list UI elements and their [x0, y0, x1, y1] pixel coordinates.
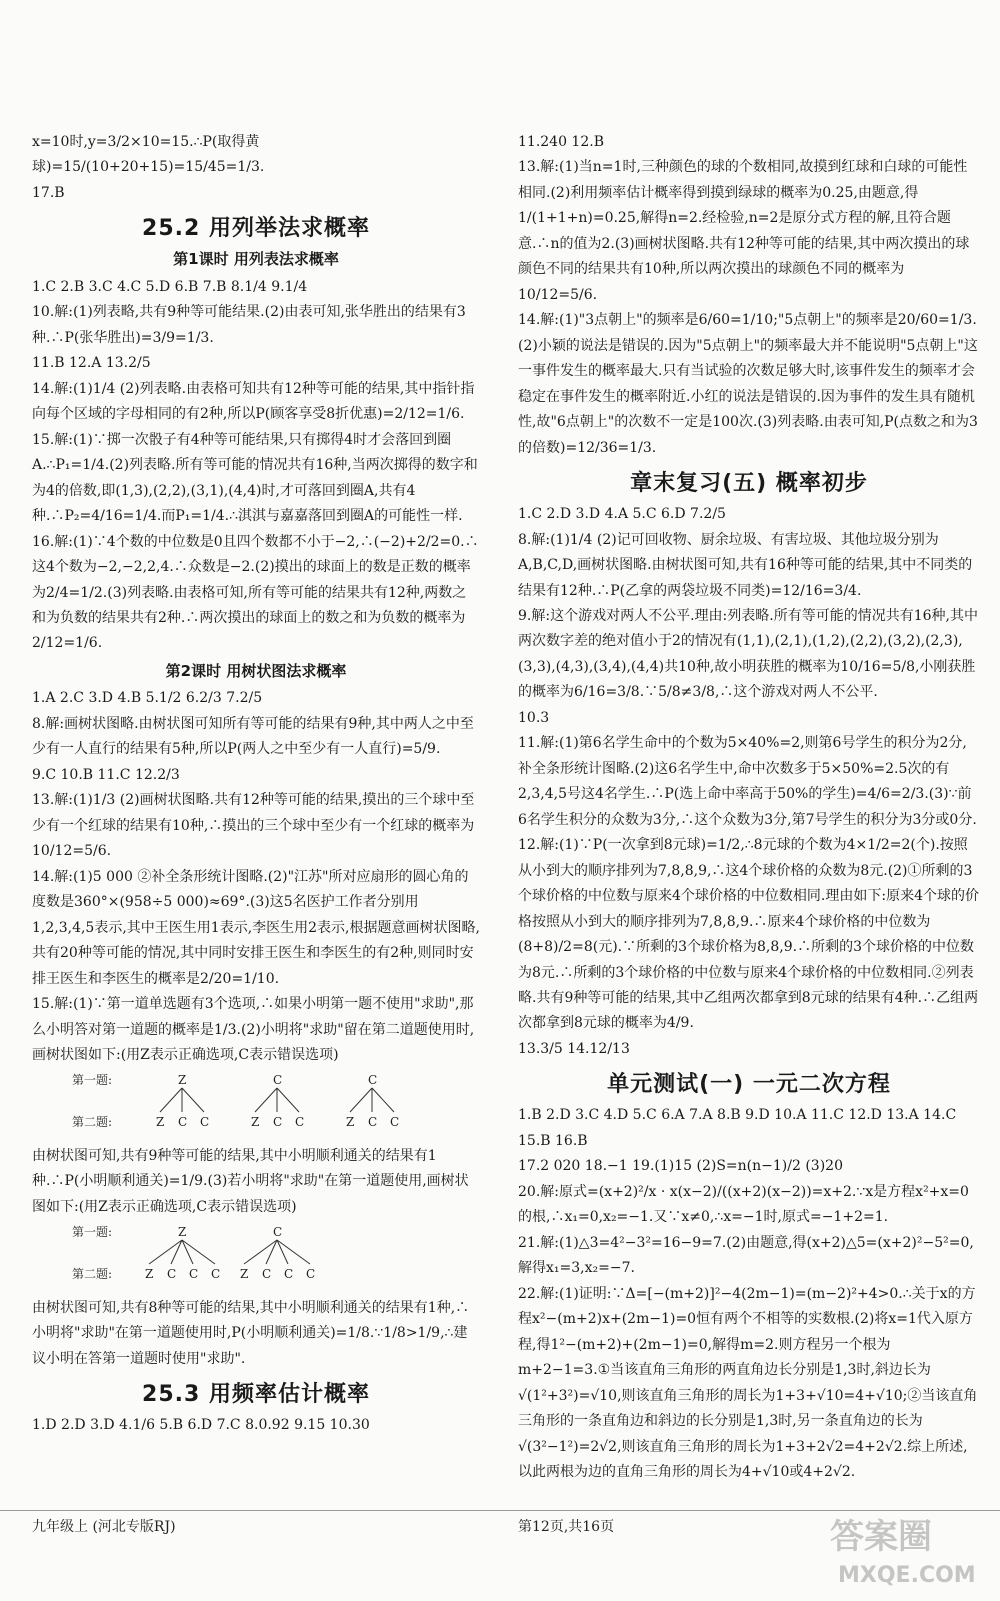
watermark-domain: MXQE.COM	[838, 1563, 976, 1588]
answer-line: 16.解:(1)∵4个数的中位数是0且四个数都不小于−2,∴(−2)+2/2=0.∴这4个数为−2,−2,2,4.∴众数是−2.(2)摸出的球面上的数是正数的概率为2/4=1/2.(3)列表略.由表格可知,所有等可能的结果共有12种,两数之和为负数的结果共有2种.∴两次摸出的球面上的数之和为负数的概率为2/12=1/6.	[32, 533, 479, 652]
left-lines-d	[32, 1144, 480, 1220]
answer-line: 13.3/5 14.12/13	[518, 1040, 630, 1057]
answer-line: 1.B 2.D 3.C 4.D 5.C 6.A 7.A 8.B 9.D 10.A 11.C 12.D 13.A 14.C 15.B 16.B	[518, 1107, 957, 1149]
tree-node-bottom: C	[262, 1267, 272, 1282]
tree-node-bottom: C	[284, 1267, 294, 1282]
tree-node-bottom: C	[167, 1267, 177, 1282]
tree-diagram-1	[72, 1070, 480, 1141]
answer-line: 1.C 2.B 3.C 4.C 5.D 6.B 7.B 8.1/4 9.1/4	[32, 278, 308, 295]
tree-branch	[350, 1088, 372, 1112]
answer-line: 由树状图可知,共有9种等可能的结果,其中小明顺利通关的结果有1种.∴P(小明顺利通关)=1/9.(3)若小明将"求助"在第一道题使用,画树状图如下:(用Z表示正确选项,C表示错误选项)	[32, 1147, 469, 1215]
answer-line: x=10时,y=3/2×10=15.∴P(取得黄球)=15/(10+20+15)=15/45=1/3.	[32, 134, 265, 176]
tree-node-bottom: Z	[346, 1115, 355, 1130]
answer-line: 由树状图可知,共有8种等可能的结果,其中小明顺利通关的结果有1种,∴小明将"求助"在第一道题使用时,P(小明顺利通关)=1/8.∵1/8>1/9,∴建议小明在答第一道题时使用"求助".	[32, 1299, 470, 1367]
answer-line: 14.解:(1)5 000 ②补全条形统计图略.(2)"江苏"所对应扇形的圆心角的度数是360°×(958÷5 000)≈69°.(3)这5名医护工作者分别用1,2,3,4,5表示,其中王医生用1表示,李医生用2表示,根据题意画树状图略,共有20种等可能的情况,其中同时安排王医生和李医生的有2种,则同时安排王医生和李医生的概率是2/20=1/10.	[32, 868, 480, 987]
tree-node-top: C	[368, 1073, 378, 1088]
right-lines-a	[518, 130, 980, 461]
answer-line: 13.解:(1)当n=1时,三种颜色的球的个数相同,故摸到红球和白球的可能性相同.(2)利用频率估计概率得到摸到绿球的概率为0.25,由题意,得1/(1+1+n)=0.25,解得n=2.经检验,n=2是原分式方程的解,且符合题意.∴n的值为2.(3)画树状图略.共有12种等可能的结果,其中两次摸出的球颜色不同的结果共有10种,所以两次摸出的球颜色不同的概率为10/12=5/6.	[518, 159, 970, 303]
tree-branch	[160, 1088, 182, 1112]
answer-line: 22.解:(1)证明:∵Δ=[−(m+2)]²−4(2m−1)=(m−2)²+4>0.∴关于x的方程x²−(m+2)x+(2m−1)=0恒有两个不相等的实数根.(2)将x=1代入原方程,得1²−(m+2)+(2m−1)=0,解得m=2.则方程另一个根为m+2−1=3.①当该直角三角形的两直角边长分别是1,3时,斜边长为√(1²+3²)=√10,则该直角三角形的周长为1+3+√10=4+√10;②当该直角三角形的一条直角边和斜边的长分别是1,3时,另一条直角边的长为√(3²−1²)=2√2,则该直角三角形的周长为1+3+2√2=4+2√2.综上所述,以此两根为边的直角三角形的周长为4+√10或4+2√2.	[518, 1285, 978, 1480]
answer-line: 12.解:(1)∵P(一次拿到8元球)=1/2,∴8元球的个数为4×1/2=2(个).按照从小到大的顺序排列为7,8,8,9,∴这4个球价格的众数为8元.(2)①所剩的3个球价格的中位数与原来4个球价格的中位数相同.理由如下:原来4个球的价格按照从小到大的顺序排列为7,8,8,9.∴原来4个球价格的中位数为(8+8)/2=8(元).∵所剩的3个球价格为8,8,9.∴所剩的3个球价格的中位数为8元.∴所剩的3个球价格的中位数与原来4个球价格的中位数相同.②列表略.共有9种等可能的结果,其中乙组两次都拿到8元球的结果有4种.∴乙组两次都拿到8元球的概率为4/9.	[518, 837, 979, 1032]
answer-line: 1.D 2.D 3.D 4.1/6 5.B 6.D 7.C 8.0.92 9.15 10.30	[32, 1417, 370, 1434]
left-lines-c	[32, 686, 480, 1068]
subsection-title-lesson-2: 第2课时 用树状图法求概率	[165, 661, 347, 680]
section-title-25-3: 25.3 用频率估计概率	[142, 1382, 370, 1408]
left-column	[32, 130, 480, 1439]
answer-line: 11.解:(1)第6名学生命中的个数为5×40%=2,则第6号学生的积分为2分,补全条形统计图略.(2)这6名学生中,命中次数多于5×50%=2.5次的有2,3,4,5号这4名学生.∴P(选上命中率高于50%的学生)=4/6=2/3.(3)∵前6名学生积分的众数为3分,∴这个众数为3分,第7号学生的积分为3分或0分.	[518, 735, 977, 828]
answer-line: 9.C 10.B 11.C 12.2/3	[32, 766, 180, 783]
answer-line: 8.解:画树状图略.由树状图可知所有等可能的结果有9种,其中两人之中至少有一人直行的结果有5种,所以P(两人之中至少有一人直行)=5/9.	[32, 715, 474, 758]
answer-line: 15.解:(1)∵第一道单选题有3个选项,∴如果小明第一题不使用"求助",那么小明答对第一道题的概率是1/3.(2)小明将"求助"留在第二道题使用时,画树状图如下:(用Z表示正确选项,C表示错误选项)	[32, 996, 475, 1063]
tree-node-bottom: C	[306, 1267, 316, 1282]
tree2-label-second: 第二题:	[72, 1267, 113, 1282]
tree-branch	[277, 1088, 299, 1112]
tree-node-bottom: Z	[251, 1115, 260, 1130]
answer-line: 9.解:这个游戏对两人不公平.理由:列表略.所有等可能的情况共有16种,其中两次数字差的绝对值小于2的情况有(1,1),(2,1),(1,2),(2,2),(3,2),(2,3),(3,3),(4,3),(3,4),(4,4)共10种,故小明获胜的概率为10/16=5/8,小刚获胜的概率为6/16=3/8.∵5/8≠3/8,∴这个游戏对两人不公平.	[518, 607, 978, 701]
answer-line: 11.240 12.B	[518, 134, 604, 150]
tree-node-bottom: C	[189, 1267, 199, 1282]
tree2-label-first: 第一题:	[72, 1225, 113, 1240]
subsection-title-lesson-1: 第1课时 用列表法求概率	[173, 250, 339, 269]
answer-line: 15.解:(1)∵掷一次骰子有4种等可能结果,只有掷得4时才会落回到圈A.∴P₁=1/4.(2)列表略.所有等可能的情况共有16种,当两次掷得的数字和为4的倍数,即(1,3),(2,2),(3,1),(4,4)时,才可落回到圈A,共有4种.∴P₂=4/16=1/4.而P₁=1/4.∴淇淇与嘉嘉落回到圈A的可能性一样.	[32, 431, 478, 525]
section-title-unit-test-1: 单元测试(一) 一元二次方程	[607, 1072, 891, 1098]
tree-branch	[372, 1088, 394, 1112]
tree-branch	[182, 1088, 204, 1112]
tree-node-bottom: C	[368, 1115, 378, 1130]
answer-line: 11.B 12.A 13.2/5	[32, 355, 151, 372]
answer-line: 17.B	[32, 184, 65, 201]
answer-line: 20.解:原式=(x+2)²/x · x(x−2)/((x+2)(x−2))=x+2.∵x是方程x²+x=0的根,∴x₁=0,x₂=−1.又∵x≠0,∴x=−1时,原式=−1+2=1.	[518, 1183, 969, 1226]
watermark-logo	[820, 1502, 990, 1592]
tree-branch	[255, 1088, 277, 1112]
left-lines-f	[32, 1413, 480, 1438]
answer-line: 14.解:(1)"3点朝上"的频率是6/60=1/10;"5点朝上"的频率是20/60=1/3.(2)小颖的说法是错误的.因为"5点朝上"的频率最大并不能说明"5点朝上"这一事件发生的概率最大.只有当试验的次数足够大时,该事件发生的频率才会稳定在事件发生的概率附近.小红的说法是错误的.因为事件的发生具有随机性,故"6点朝上"的次数不一定是100次.(3)列表略.由表可知,P(点数之和为3的倍数)=12/36=1/3.	[518, 312, 978, 456]
tree-node-bottom: C	[295, 1115, 305, 1130]
left-lines-a	[32, 130, 480, 206]
section-title-25-2: 25.2 用列举法求概率	[142, 216, 370, 242]
tree-node-bottom: C	[178, 1115, 188, 1130]
tree-node-bottom: Z	[240, 1267, 249, 1282]
tree-node-top: Z	[178, 1225, 187, 1240]
answer-line: 10.3	[518, 709, 550, 726]
tree-node-top: Z	[178, 1073, 187, 1088]
left-lines-b	[32, 275, 480, 657]
section-title-chapter-review-5: 章末复习(五) 概率初步	[630, 471, 868, 497]
tree-node-bottom: C	[273, 1115, 283, 1130]
footer-page-number: 第12页,共16页	[518, 1519, 615, 1535]
answer-line: 1.C 2.D 3.D 4.A 5.C 6.D 7.2/5	[518, 506, 726, 523]
answer-line: 1.A 2.C 3.D 4.B 5.1/2 6.2/3 7.2/5	[32, 690, 263, 707]
right-lines-c	[518, 1103, 980, 1485]
tree-node-bottom: Z	[156, 1115, 165, 1130]
right-column	[518, 130, 980, 1485]
tree-node-bottom: C	[390, 1115, 400, 1130]
left-lines-e	[32, 1296, 480, 1372]
answer-line: 8.解:(1)1/4 (2)记可回收物、厨余垃圾、有害垃圾、其他垃圾分别为A,B,C,D,画树状图略.由树状图可知,共有16种等可能的结果,其中不同类的结果有12种.∴P(乙拿的两袋垃圾不同类)=12/16=3/4.	[518, 531, 973, 599]
answer-line: 13.解:(1)1/3 (2)画树状图略.共有12种等可能的结果,摸出的三个球中至少有一个红球的结果有10种,∴摸出的三个球中至少有一个红球的概率为10/12=5/6.	[32, 792, 475, 860]
tree-node-top: C	[273, 1225, 283, 1240]
tree1-label-first: 第一题:	[72, 1073, 113, 1088]
answer-line: 10.解:(1)列表略,共有9种等可能结果.(2)由表可知,张华胜出的结果有3种.∴P(张华胜出)=3/9=1/3.	[32, 304, 466, 346]
tree-node-bottom: C	[211, 1267, 221, 1282]
tree-node-bottom: C	[200, 1115, 210, 1130]
tree-diagram-2	[72, 1222, 480, 1293]
tree-node-bottom: Z	[145, 1267, 154, 1282]
answer-line: 21.解:(1)△3=4²−3²=16−9=7.(2)由题意,得(x+2)△5=(x+2)²−5²=0,解得x₁=3,x₂=−7.	[518, 1234, 974, 1277]
watermark-text: 答案圈	[830, 1517, 932, 1557]
tree1-label-second: 第二题:	[72, 1115, 113, 1130]
answer-line: 17.2 020 18.−1 19.(1)15 (2)S=n(n−1)/2 (3)20	[518, 1158, 843, 1175]
tree-node-top: C	[273, 1073, 283, 1088]
answer-line: 14.解:(1)1/4 (2)列表略.由表格可知共有12种等可能的结果,其中指针指向每个区域的字母相同的有2种,所以P(顾客享受8折优惠)=2/12=1/6.	[32, 380, 475, 423]
footer-edition: 九年级上 (河北专版RJ)	[32, 1519, 176, 1535]
right-lines-b	[518, 502, 980, 1062]
